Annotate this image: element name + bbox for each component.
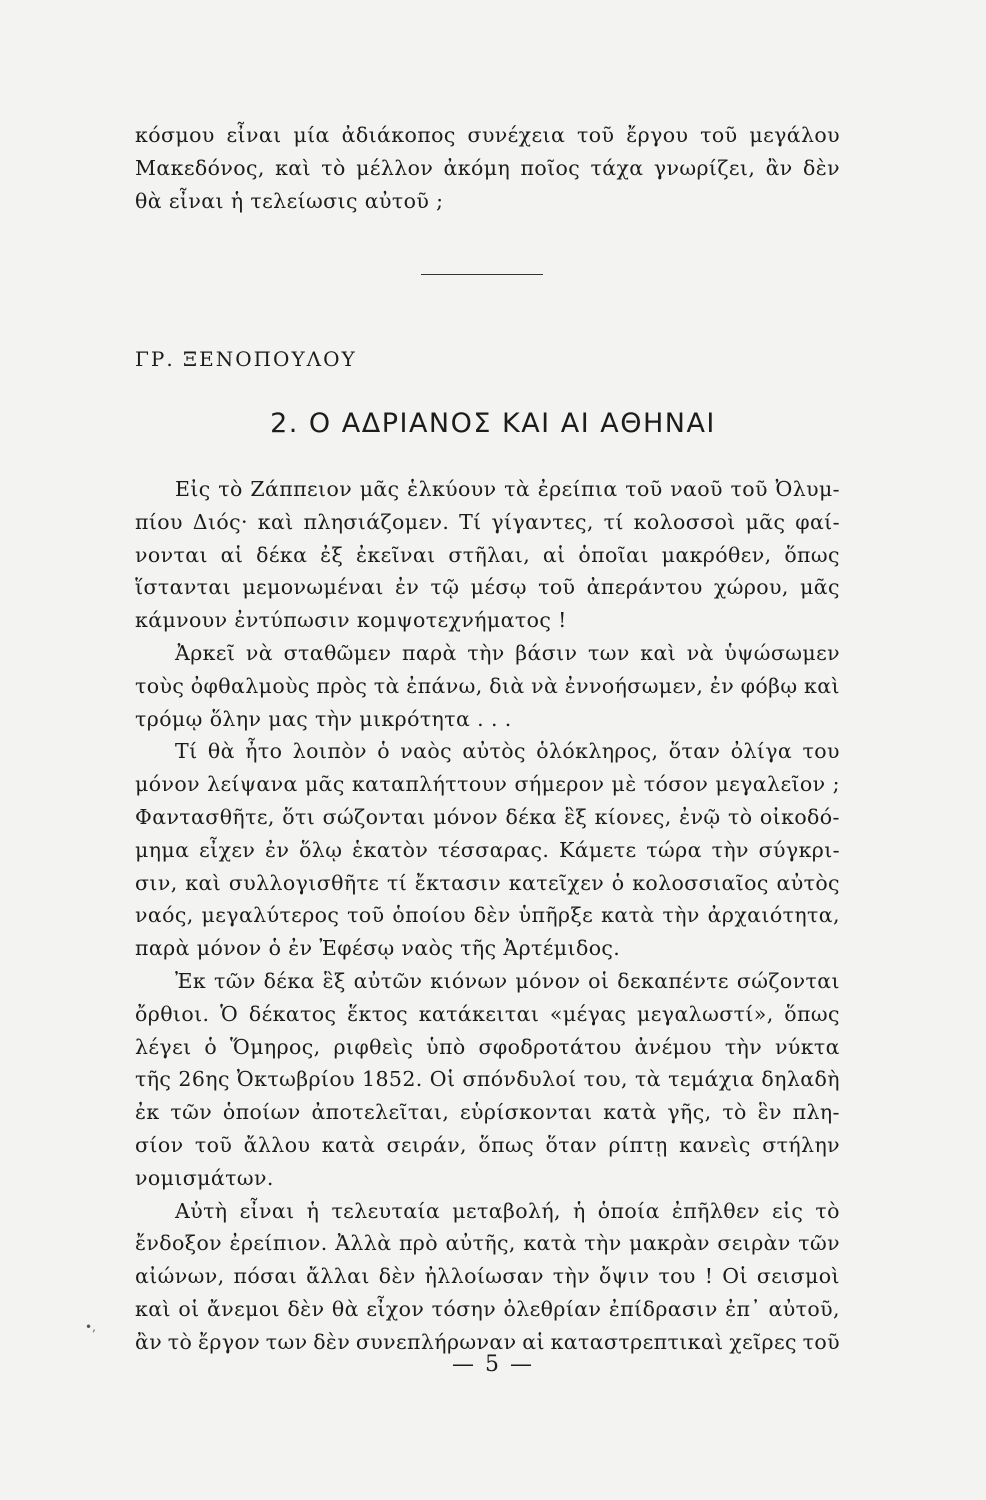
word: τὰ [373, 673, 400, 698]
word: Ὁ [220, 1001, 239, 1026]
word: του, [583, 1067, 628, 1092]
page-number: — 5 — [452, 1352, 534, 1377]
word: ἓξ [564, 804, 588, 829]
word: δὲν [802, 155, 840, 180]
word: τοῦ [730, 477, 768, 501]
word: αὐτῶν [353, 968, 423, 993]
word: ὅπως [784, 1001, 840, 1026]
word: εἶναι [226, 123, 282, 147]
text-line [135, 539, 840, 572]
word: τὸ [321, 155, 346, 180]
word: κατὰ [523, 1231, 577, 1256]
word: ἐν [265, 837, 290, 862]
word: νὰ [245, 640, 273, 665]
word: μᾶς [304, 772, 345, 797]
word: ἀποτελεῖται, [311, 1100, 450, 1125]
word: ἐπῆλθεν [671, 1198, 760, 1223]
word: μεγαλωστί», [637, 1001, 774, 1026]
word: μὲ [611, 772, 637, 797]
word: ἀκόμη [443, 155, 511, 180]
word: ἄνεμοι [206, 1296, 280, 1321]
word: χώρου, [713, 575, 789, 600]
word: μᾶς [359, 477, 400, 501]
word: ἠλλοίωσαν [424, 1264, 544, 1289]
word: γνωρίζει, [653, 155, 756, 180]
word: στήλην [762, 1132, 840, 1157]
word: ἵστανται [135, 575, 232, 600]
word: λείψανα [207, 772, 298, 797]
word: ἔνδοξον [135, 1231, 223, 1256]
word: καὶ [803, 673, 840, 698]
word: κολοσσιαῖος [632, 870, 769, 895]
word: τελευταία [331, 1198, 441, 1223]
word: ἄλλου [243, 1132, 311, 1157]
word: ὑψώσωμεν [724, 640, 840, 665]
word: μεγαλύτερος [201, 903, 340, 928]
word: δέκα [256, 542, 308, 567]
text-line [135, 119, 840, 152]
word: εἶχεν [199, 837, 256, 862]
word: σειρὰν [717, 1231, 791, 1256]
word: ὀλεθρίαν [503, 1296, 602, 1321]
word: ἐρείπιον. [229, 1231, 328, 1256]
word: μόνον [515, 968, 581, 993]
text-line [135, 506, 840, 539]
text-line [135, 998, 840, 1031]
word: μᾶς [745, 509, 786, 534]
word: καὶ [185, 870, 222, 895]
word: τὴν [467, 640, 505, 665]
word: μεταβολή, [452, 1198, 561, 1223]
word: τοῦ [194, 1132, 233, 1157]
text-line [135, 899, 840, 932]
word: κόσμου [135, 123, 215, 147]
word: ἦτο [245, 739, 283, 764]
word: ὅλῳ [299, 837, 343, 862]
word: τάχα [590, 155, 644, 180]
word: ἡ [306, 1198, 320, 1223]
word: μημα [135, 837, 190, 862]
word: ὁ [611, 870, 625, 895]
word: κατὰ [603, 1100, 657, 1125]
text-line [135, 571, 840, 604]
word: ἓξ [322, 968, 346, 993]
word: ὑπὸ [426, 1034, 466, 1059]
word: Ἀλλὰ [335, 1231, 392, 1256]
chapter-title: 2. Ο ΑΔΡΙΑΝΟΣ ΚΑΙ ΑΙ ΑΘΗΝΑΙ [270, 408, 716, 439]
word: βάσιν [515, 640, 578, 665]
word: φόβῳ [740, 673, 798, 698]
word: δὲν [473, 903, 511, 928]
word: αὐτὸς [462, 739, 526, 764]
word: ἐπίδρασιν [608, 1296, 718, 1321]
word: ναοῦ [670, 477, 723, 501]
word: ἐπ᾽ [725, 1296, 762, 1321]
word: καὶ [640, 640, 677, 665]
word: τοῦ [802, 1329, 840, 1354]
word: δεκαπέντε [617, 968, 729, 993]
word: μακρόθεν, [661, 542, 772, 567]
word: οἱ [588, 968, 610, 993]
word: διὰ [489, 673, 525, 698]
word: ἐν [709, 673, 735, 698]
word: μακρὰν [629, 1231, 710, 1256]
word: αἱ [220, 542, 244, 567]
word: τὴν [662, 903, 700, 928]
word: αὐτῆς, [445, 1231, 516, 1256]
word: κατὰ [321, 1132, 376, 1157]
word: τὸ [722, 1100, 747, 1125]
word: οἰκοδό- [759, 804, 840, 829]
word: ναός, [135, 903, 194, 928]
word: αἰώνων, [135, 1264, 225, 1289]
word: κανεὶς [679, 1132, 751, 1157]
word: τί [603, 509, 624, 534]
word: αὐτοῦ, [768, 1296, 840, 1321]
text-line: νομισμάτων. [135, 1165, 274, 1190]
word: ὀφθαλμοὺς [190, 673, 310, 698]
word: Φαντασθῆτε, [135, 804, 275, 829]
word: Αὐτὴ [175, 1198, 228, 1223]
word: σπόνδυλοί [462, 1067, 577, 1092]
word: τὸ [728, 804, 753, 829]
word: αὐτὸς [776, 870, 840, 895]
word: καὶ [275, 155, 311, 180]
word: συνεπλήρωναν [355, 1329, 517, 1354]
text-line: θὰ εἶναι ἡ τελείωσις αὐτοῦ ; [135, 188, 444, 213]
word: λέγει [135, 1034, 192, 1059]
word: ὅτι [282, 804, 316, 829]
word: τὸ [218, 477, 243, 501]
chapter-body [135, 473, 840, 1359]
word: ὁ [204, 1034, 218, 1059]
word: τί [386, 870, 408, 895]
word: σεισμοὶ [756, 1264, 840, 1289]
word: γῆς, [667, 1100, 712, 1125]
text-line [135, 1260, 840, 1293]
text-line [135, 473, 840, 506]
word: ὁποία [597, 1198, 660, 1223]
text-line: τρόμῳ ὅλην μας τὴν μικρότητα . . . [135, 706, 512, 731]
word: μεγάλου [749, 123, 840, 147]
word: ριφθεὶς [333, 1034, 414, 1059]
word: σίον [135, 1132, 184, 1157]
text-line [135, 152, 840, 185]
word: ὅταν [545, 1132, 598, 1157]
word: τοῦ [625, 477, 663, 501]
text-line [135, 1129, 840, 1162]
word: τῶν [213, 968, 256, 993]
word: καὶ [257, 509, 294, 534]
word: τὸ [815, 1198, 840, 1223]
text-line [135, 1293, 840, 1326]
text-line [135, 1195, 840, 1228]
word: ἐξ [320, 542, 344, 567]
word: νονται [135, 542, 208, 567]
text-line [135, 637, 840, 670]
word: Ὀκτωβρίου [236, 1067, 355, 1092]
opening-paragraph [135, 119, 840, 217]
word: Οἱ [429, 1067, 456, 1092]
word: ἀδιάκοπος [341, 123, 456, 147]
word: δὲν [313, 1329, 351, 1354]
word: συλλογισθῆτε [228, 870, 380, 895]
word: δὲν [378, 1264, 416, 1289]
word: ἓν [757, 1100, 782, 1125]
word: δέκα [505, 804, 557, 829]
word: τέσσαρας. [438, 837, 550, 862]
word: τεμάχια [668, 1067, 755, 1092]
word: ρίπτῃ [608, 1132, 668, 1157]
word: ἑλκύουν [407, 477, 497, 501]
author-name: ΓΡ. ΞΕΝΟΠΟΥΛΟΥ [135, 347, 357, 371]
word: ὁποίων [222, 1100, 301, 1125]
word: ἂν [765, 155, 793, 180]
word: Κάμετε [559, 837, 637, 862]
word: ἐκ [135, 1100, 160, 1125]
text-line [135, 1227, 840, 1260]
word: Ζάππειον [250, 477, 353, 501]
margin-mark: •, [85, 1320, 96, 1334]
word: ὅπως [478, 1132, 535, 1157]
text-line [135, 965, 840, 998]
word: ὅταν [668, 739, 721, 764]
word: ἀπεράντου [586, 575, 703, 600]
word: σύγκρι- [758, 837, 840, 862]
text-line: παρὰ μόνον ὁ ἐν Ἐφέσῳ ναὸς τῆς Ἀρτέμιδος. [135, 936, 621, 961]
word: σιν, [135, 870, 178, 895]
word: ποῖος [520, 155, 581, 180]
word: στῆλαι, [448, 542, 531, 567]
word: νύκτα [774, 1034, 840, 1059]
word: σώζονται [322, 804, 426, 829]
word: ἡ [573, 1198, 586, 1223]
word: μέσῳ [470, 575, 527, 600]
word: Εἰς [175, 477, 211, 501]
word: ; [832, 772, 840, 797]
word: Ὅμηρος, [230, 1034, 321, 1059]
word: Τί [175, 739, 198, 764]
word: ὄψιν [599, 1264, 650, 1289]
word: του [802, 739, 840, 764]
word: ἐννοήσωμεν, [564, 673, 704, 698]
word: τώρα [646, 837, 702, 862]
word: ἕκτος [347, 1001, 409, 1026]
word: τῶν [798, 1231, 840, 1256]
word: ἐπάνω, [406, 673, 483, 698]
word: μέλλον [356, 155, 434, 180]
word: σειράν, [386, 1132, 467, 1157]
word: καταπλήττουν [351, 772, 508, 797]
word: ὑπῆρξε [518, 903, 594, 928]
word: εἶχον [366, 1296, 425, 1321]
word: σταθῶμεν [283, 640, 392, 665]
word: πλη- [792, 1100, 840, 1125]
word: «μέγας [549, 1001, 627, 1026]
word: τοῦ [577, 123, 615, 147]
word: 1852. [362, 1067, 423, 1092]
word: θὰ [331, 1296, 359, 1321]
word: εἰς [771, 1198, 804, 1223]
word: παρὰ [401, 640, 457, 665]
word: τὴν [584, 1231, 622, 1256]
word: τὴν [711, 837, 749, 862]
word: σώζονται [736, 968, 840, 993]
word: ἀνέμου [634, 1034, 712, 1059]
word: εἶναι [239, 1198, 295, 1223]
text-line [135, 1031, 840, 1064]
word: ἐνῷ [679, 804, 721, 829]
word: πρὸς [316, 673, 368, 698]
text-line [135, 834, 840, 867]
word: οἱ [178, 1296, 200, 1321]
word: ἑκατὸν [352, 837, 429, 862]
text-line: κάμνουν ἐντύπωσιν κομψοτεχνήματος ! [135, 608, 567, 633]
word: αἱ [542, 542, 566, 567]
word: ! [704, 1264, 714, 1289]
word: θὰ [207, 739, 235, 764]
word: τόσην [431, 1296, 497, 1321]
word: ἔργου [626, 123, 689, 147]
word: ὀλίγα [730, 739, 793, 764]
word: Ἀρκεῖ [175, 640, 236, 665]
word: ἐκεῖναι [355, 542, 436, 567]
word: κατάκειται [418, 1001, 540, 1026]
word: Μακεδόνος, [135, 155, 265, 180]
word: χεῖρες [729, 1329, 797, 1354]
word: ὁλόκληρος, [536, 739, 659, 764]
word: τοῦ [347, 903, 385, 928]
word: δὲν [287, 1296, 325, 1321]
text-line [135, 670, 840, 703]
word: κατεῖχεν [508, 870, 605, 895]
word: πλησιάζομεν. [303, 509, 450, 534]
word: τὰ [635, 1067, 662, 1092]
word: τοῦ [700, 123, 738, 147]
word: μᾶς [800, 575, 840, 600]
word: σφοδροτάτου [478, 1034, 622, 1059]
text-line [135, 1063, 840, 1096]
word: μεμονωμέναι [242, 575, 384, 600]
word: μόνον [135, 772, 200, 797]
word: αἱ [522, 1329, 545, 1354]
word: γίγαντες, [491, 509, 594, 534]
word: τὴν [552, 1264, 591, 1289]
word: τῶν [170, 1100, 213, 1125]
word: των [587, 640, 630, 665]
word: λοιπὸν [292, 739, 367, 764]
text-line [135, 801, 840, 834]
word: ἄλλαι [306, 1264, 370, 1289]
word: Τί [459, 509, 482, 534]
word: δέκα [263, 968, 315, 993]
section-divider [421, 274, 543, 275]
word: ἔργον [197, 1329, 261, 1354]
text-line [135, 735, 840, 768]
word: ἀρχαιότητα, [707, 903, 840, 928]
word: τοὺς [135, 673, 185, 698]
word: νὰ [531, 673, 559, 698]
word: ὁποῖαι [578, 542, 649, 567]
word: μία [293, 123, 330, 147]
word: ἐρείπια [537, 477, 618, 501]
word: νὰ [686, 640, 714, 665]
text-line [135, 768, 840, 801]
word: κατὰ [601, 903, 655, 928]
word: μεγαλεῖον [715, 772, 826, 797]
word: τῆς [135, 1067, 172, 1092]
word: συνέχεια [467, 123, 566, 147]
word: σήμερον [514, 772, 605, 797]
word: Οἱ [722, 1264, 748, 1289]
word: ὁποίου [392, 903, 466, 928]
word: Διός· [192, 509, 248, 534]
word: κολοσσοὶ [633, 509, 736, 534]
word: ἐν [395, 575, 420, 600]
word: τοῦ [538, 575, 576, 600]
text-line [135, 867, 840, 900]
word: φαί- [795, 509, 840, 534]
word: κίονες, [594, 804, 672, 829]
word: ὅπως [784, 542, 840, 567]
word: Ὀλυμ- [775, 477, 840, 501]
word: ναὸς [400, 739, 453, 764]
word: καταστρεπτικαὶ [550, 1329, 724, 1354]
word: ὄρθιοι. [135, 1001, 210, 1026]
word: μόνον [433, 804, 499, 829]
word: εὑρίσκονται [460, 1100, 593, 1125]
word: τῷ [430, 575, 460, 600]
word: του [658, 1264, 696, 1289]
word: ἂν [135, 1329, 163, 1354]
word: πόσαι [233, 1264, 298, 1289]
word: ὁ [377, 739, 390, 764]
text-line [135, 1096, 840, 1129]
word: ἔκτασιν [414, 870, 502, 895]
word: 26ης [178, 1067, 230, 1092]
word: τόσον [643, 772, 709, 797]
word: Ἐκ [175, 968, 207, 993]
word: δέκατος [248, 1001, 337, 1026]
word: πίου [135, 509, 183, 534]
word: των [265, 1329, 308, 1354]
word: καὶ [135, 1296, 171, 1321]
word: τὴν [724, 1034, 763, 1059]
word: τὰ [504, 477, 531, 501]
word: πρὸ [398, 1231, 439, 1256]
word: τὸ [167, 1329, 193, 1354]
word: κιόνων [430, 968, 508, 993]
word: δηλαδὴ [761, 1067, 840, 1092]
